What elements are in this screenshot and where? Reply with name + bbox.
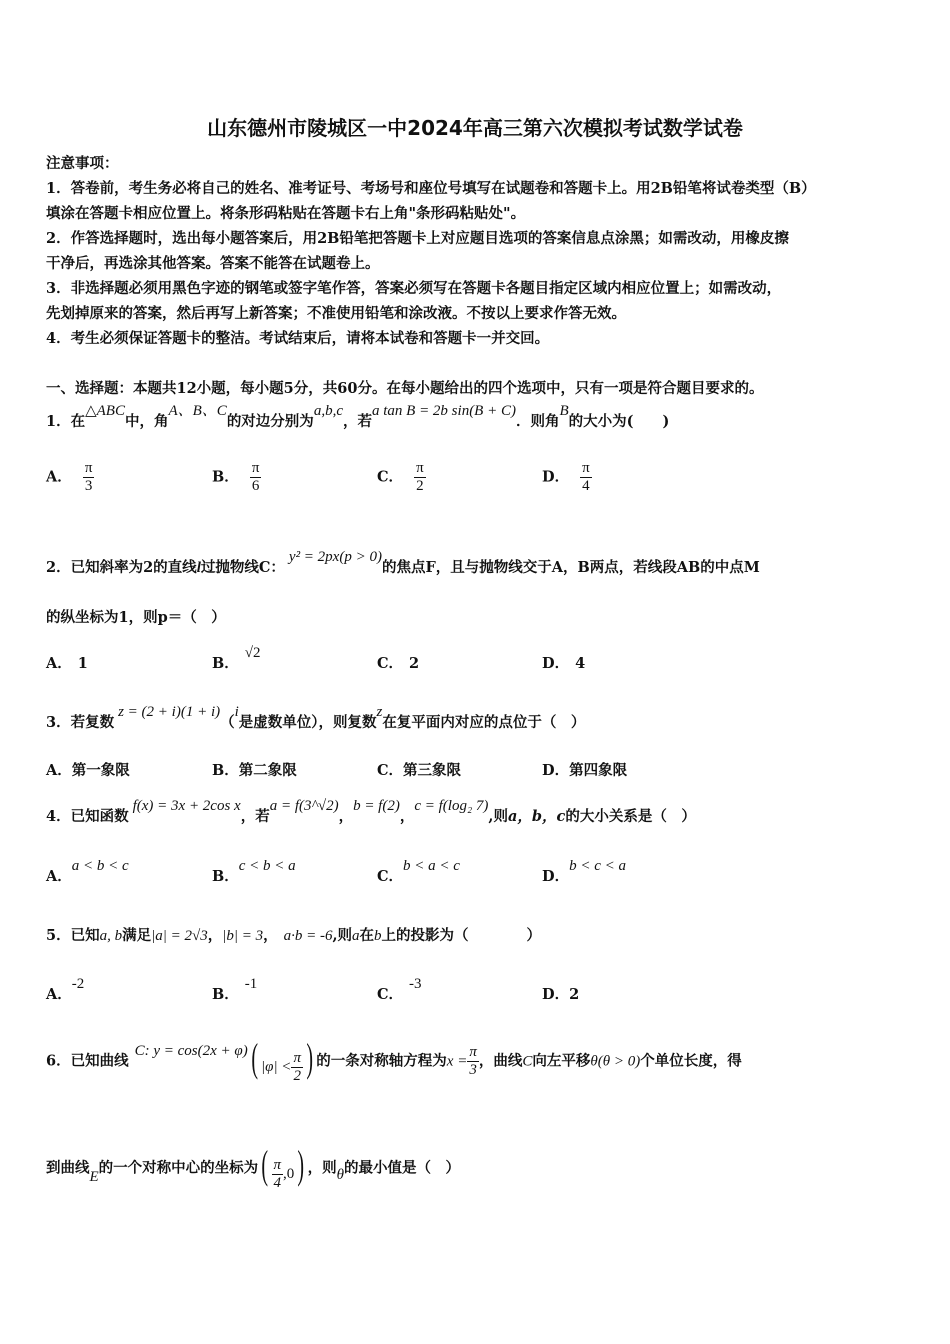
option-label: C．: [377, 762, 404, 779]
q4-text: 4．已知函数: [46, 808, 129, 825]
q6-math: θ: [336, 1166, 344, 1183]
q4-option-a: [46, 858, 129, 886]
q2-option-d: [542, 652, 585, 673]
question-6: [46, 1035, 742, 1085]
option-label: A．: [46, 468, 72, 486]
option-value: b < a < c: [403, 858, 460, 874]
option-value: √2: [244, 645, 261, 661]
q3-text: 在复平面内对应的点位于（ ）: [382, 714, 586, 731]
q3-option-a: [46, 759, 130, 780]
fraction-denominator: 3: [469, 1062, 477, 1079]
option-label: C．: [377, 868, 404, 885]
q5-option-c: [377, 976, 422, 1004]
option-value: -1: [244, 976, 258, 992]
q3-text: 是虚数单位），则复数: [238, 714, 377, 731]
section-heading: 一、选择题：本题共12小题，每小题5分，共60分。在每小题给出的四个选项中，只有一项是符合题目要求的。: [46, 380, 764, 397]
option-value: 第二象限: [238, 762, 297, 779]
option-label: A．: [46, 986, 72, 1003]
q4-text: ，: [399, 808, 415, 825]
option-value: 第四象限: [569, 762, 628, 779]
option-label: C．: [377, 655, 404, 672]
fraction-numerator: π: [273, 1157, 282, 1174]
option-label: B．: [212, 468, 239, 486]
option-fraction: [250, 460, 262, 495]
option-label: D．: [542, 655, 570, 672]
option-value: -2: [71, 976, 85, 992]
option-value: 第三象限: [403, 762, 462, 779]
q2-math: l: [196, 560, 201, 576]
notice-line: 2．作答选择题时，选出每小题答案后，用2B铅笔把答题卡上对应题目选项的答案信息点涂黑；如需改动，用橡皮擦: [46, 230, 789, 247]
q1-text: ．则角: [515, 413, 560, 430]
q5-text: ,则: [332, 927, 353, 944]
option-value: 1: [77, 655, 88, 672]
q5-option-b: [212, 976, 258, 1004]
q4-math: b = f(2): [353, 798, 400, 814]
fraction-numerator: π: [293, 1050, 301, 1067]
question-2-line2: 的纵坐标为1，则p＝（ ）: [46, 609, 226, 626]
q6-text: 的最小值是（ ）: [343, 1159, 460, 1177]
q5-text: 5．已知: [46, 927, 100, 944]
option-value: 2: [569, 986, 580, 1003]
q4-math: a = f(3^√2): [269, 798, 339, 814]
question-4: [46, 798, 696, 826]
q4-option-d: [542, 858, 626, 886]
q1-text: 的大小为( ): [568, 413, 670, 430]
question-5: [46, 924, 541, 945]
q6-text: 的一条对称轴方程为: [316, 1052, 447, 1070]
q3-option-d: [542, 759, 627, 780]
q6-math: E: [89, 1168, 99, 1185]
q3-math: z: [376, 704, 383, 720]
q1-text: 的对边分别为: [226, 413, 314, 430]
q4-text: 的大小关系是（ ）: [565, 808, 696, 825]
q6-fraction: [272, 1157, 284, 1192]
right-paren: ): [297, 1142, 305, 1187]
q3-text: （: [220, 714, 235, 731]
right-paren: ): [306, 1035, 313, 1080]
fraction-denominator: 2: [293, 1068, 301, 1085]
q1-text: 1．在: [46, 413, 86, 430]
fraction-numerator: π: [84, 460, 93, 476]
fraction-numerator: π: [251, 460, 260, 476]
option-label: D．: [542, 986, 570, 1003]
q5-math: a, b: [99, 928, 123, 944]
q4-text: a，b，c: [507, 808, 566, 825]
q5-option-a: [46, 976, 85, 1004]
option-fraction: [414, 460, 426, 495]
q6-math: x =: [446, 1053, 468, 1070]
q5-text: 上的投影为（ ）: [381, 927, 542, 944]
option-value: a < b < c: [71, 858, 129, 874]
q2-option-c: [377, 652, 419, 673]
option-label: D．: [542, 762, 570, 779]
q4-option-b: [212, 858, 296, 886]
q4-math: f(x) = 3x + 2cos x: [132, 798, 241, 814]
option-label: D．: [542, 468, 570, 486]
q3-option-b: [212, 759, 297, 780]
option-value: b < c < a: [569, 858, 626, 874]
q1-math: B: [559, 403, 569, 419]
fraction-numerator: π: [416, 460, 424, 476]
option-label: B．: [212, 762, 239, 779]
option-label: D．: [542, 868, 570, 885]
question-2: [46, 549, 760, 577]
option-value: 4: [575, 655, 586, 672]
q3-math: i: [234, 704, 239, 720]
q3-text: 3．若复数: [46, 714, 115, 731]
q6-math: C: [522, 1053, 533, 1070]
q1-text: ，若: [342, 413, 372, 430]
q4-text: ,则: [488, 808, 508, 825]
q2-text: 过抛物线C：: [200, 559, 285, 576]
q5-math: |b| = 3: [222, 928, 264, 944]
q5-text: ，: [207, 927, 223, 944]
q1-option-b: [212, 460, 261, 495]
q5-math: a: [352, 928, 360, 944]
fraction-numerator: π: [469, 1044, 477, 1061]
fraction-denominator: 6: [251, 478, 260, 494]
q3-option-c: [377, 759, 461, 780]
page-title: 山东德州市陵城区一中2024年高三第六次模拟考试数学试卷: [207, 116, 743, 140]
question-3: [46, 704, 586, 732]
fraction-denominator: 4: [582, 478, 590, 494]
notice-line: 3．非选择题必须用黑色字迹的钢笔或签字笔作答，答案必须写在答题卡各题目指定区域内相应位置上；如需改动，: [46, 280, 782, 297]
q2-option-a: [46, 652, 88, 673]
q1-text: 中，角: [124, 413, 169, 430]
option-fraction: [580, 460, 592, 495]
q5-math: a·b = -6: [283, 928, 333, 944]
q6-text: 个单位长度，得: [640, 1052, 742, 1070]
fraction-denominator: 3: [84, 478, 93, 494]
fraction-denominator: 2: [416, 478, 424, 494]
notice-line: 4．考生必须保证答题卡的整洁。考试结束后，请将本试卷和答题卡一并交回。: [46, 330, 550, 347]
question-6-line2: [46, 1142, 460, 1192]
q3-math: z = (2 + i)(1 + i): [118, 704, 221, 720]
q5-text: 在: [359, 927, 375, 944]
q6-fraction: [291, 1050, 303, 1085]
q6-paren: [248, 1035, 317, 1085]
q4-text: ，若: [240, 808, 270, 825]
q2-option-b: [212, 645, 261, 673]
q6-math: |φ| <: [261, 1059, 292, 1075]
option-value: 第一象限: [71, 762, 130, 779]
option-label: A．: [46, 655, 72, 672]
q6-fraction: [467, 1044, 479, 1079]
q5-text: ，: [263, 927, 278, 944]
q6-text: 6．已知曲线: [46, 1052, 129, 1070]
q1-math: a,b,c: [313, 403, 343, 419]
q6-text: 的一个对称中心的坐标为: [98, 1159, 259, 1177]
option-label: A．: [46, 868, 72, 885]
q5-text: 满足: [122, 927, 152, 944]
q6-math: θ(θ > 0): [590, 1053, 641, 1070]
fraction-numerator: π: [582, 460, 590, 476]
q1-option-d: [542, 460, 592, 495]
option-label: C．: [377, 468, 404, 486]
q5-math: |a| = 2√3: [151, 928, 208, 944]
q5-option-d: [542, 983, 579, 1004]
option-label: B．: [212, 655, 239, 672]
notice-line: 1．答卷前，考生务必将自己的姓名、准考证号、考场号和座位号填写在试题卷和答题卡上。用2B铅笔将试卷类型（B）: [46, 180, 816, 197]
left-paren: (: [251, 1035, 258, 1080]
q4-option-c: [377, 858, 460, 886]
q1-math: △ABC: [85, 403, 125, 419]
question-1: [46, 403, 670, 431]
q6-paren: [258, 1142, 307, 1192]
q5-math: b: [374, 928, 382, 944]
option-label: A．: [46, 762, 72, 779]
q6-text: 到曲线: [46, 1159, 90, 1177]
q6-text: ，曲线: [478, 1052, 523, 1070]
q6-text: 向左平移: [532, 1052, 591, 1070]
option-label: B．: [212, 986, 239, 1003]
option-label: B．: [212, 868, 239, 885]
q2-math: y² = 2px(p > 0): [288, 549, 382, 565]
q1-option-c: [377, 460, 426, 495]
notice-heading: 注意事项：: [46, 155, 119, 172]
q6-math: C: y = cos(2x + φ): [134, 1042, 248, 1059]
q2-text: 的焦点F，且与抛物线交于A，B两点，若线段AB的中点M: [381, 559, 760, 576]
option-value: 2: [409, 655, 420, 672]
q4-text: ，: [338, 808, 354, 825]
notice-line: 先划掉原来的答案，然后再写上新答案；不准使用铅笔和涂改液。不按以上要求作答无效。: [46, 305, 626, 322]
option-value: -3: [409, 976, 422, 992]
q6-text: ，则: [307, 1159, 337, 1177]
option-value: c < b < a: [238, 858, 296, 874]
q2-text: 2．已知斜率为2的直线: [46, 559, 197, 576]
q6-math: ,0: [283, 1166, 295, 1182]
left-paren: (: [261, 1142, 269, 1187]
notice-line: 填涂在答题卡相应位置上。将条形码粘贴在答题卡右上角"条形码粘贴处"。: [46, 205, 526, 222]
fraction-denominator: 4: [273, 1175, 281, 1192]
option-fraction: [83, 460, 95, 495]
q1-math: a tan B = 2b sin(B + C): [371, 403, 516, 419]
q1-option-a: [46, 460, 94, 495]
option-label: C．: [377, 986, 404, 1003]
q1-math: A、B、C: [168, 403, 227, 419]
notice-line: 干净后，再选涂其他答案。答案不能答在试题卷上。: [46, 255, 380, 272]
q4-math: c = f(log₂ 7): [414, 798, 489, 814]
